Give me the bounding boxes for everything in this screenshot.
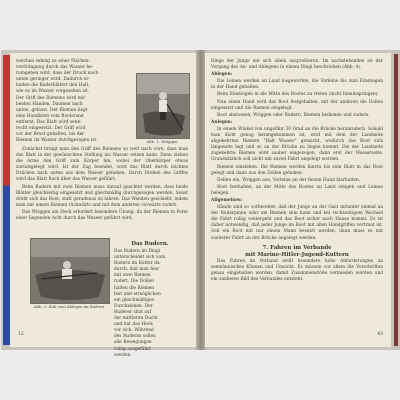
text-line: Das Rudern im Dingi: [114, 249, 161, 254]
photo-wriggen-caption: Abb. 1: Wriggen: [146, 139, 178, 144]
photo-rowing-dingi: [30, 238, 110, 304]
right-column-text: [211, 59, 383, 284]
ablegen-list: [211, 79, 383, 119]
anlegen-title: Anlegen:: [211, 119, 233, 125]
text-line: Der Griff des Riemens wird mit: [16, 95, 86, 101]
text-line: der mittleren Ducht: [114, 316, 158, 322]
text-line: unterscheidet sich vom: [114, 255, 166, 261]
left-page: [10, 53, 197, 358]
text-line: eine Handbreit vom Bootsrand: [16, 113, 84, 119]
rudern-text: [114, 249, 190, 359]
text-line: ruhig ausgeführt: [114, 346, 152, 352]
photo-wriggen: [136, 73, 190, 139]
anlegen-step: Boot festhalten, an der Mitte des Bootes an Land steigen und Leinen belegen.: [211, 184, 383, 196]
anlegen-text: In einem Winkel von ungefähr 30 Grad an die Brücke heranrudern. Sobald man dicht genug herangekommen ist, wird mit dem der Landseite abgekehrten Riemen "Halt Wasser" gemacht, wodurch das Boot sich längsseits legt und so an der Brücke zu liegen kommt. Die der Landseite zugekehrte Riemen wird sauber eingezogen, dann erst der Wasserseite. Grundsätzlich soll nicht mit zuviel Fahrt angelegt werden.: [211, 126, 383, 163]
text-line: entfernt. Das Blatt wird senk-: [16, 119, 82, 125]
section-title-rudern: Das Rudern.: [131, 241, 169, 247]
text-line: welchen sehnig zu einer Flächen-: [16, 59, 90, 64]
text-line: ein gleichmäßiges: [114, 297, 154, 303]
text-line: Riemen im Wasser durchgezogen ist.: [16, 138, 98, 144]
photo-rowing-caption: Abb. 2: Kuh vom Ablegen im Rudern: [33, 304, 105, 309]
text-line: halten die Riemen: [114, 285, 155, 291]
anlegen-list: [211, 165, 383, 197]
ablegen-title: Ablegen:: [211, 72, 233, 78]
text-line: vor der Brust gehalten, bis der: [16, 132, 85, 138]
text-line: rudert. Die Dollen: [114, 279, 154, 285]
text-line: des Ruderns sollen: [114, 334, 156, 340]
text-line: beiden Händen, Daumen nach: [16, 101, 83, 107]
ablegen-step: Die Leinen werden an Land losgeworfen, die Vorleine bis zum Einsteigen in der Hand gehalten.: [211, 79, 383, 91]
photo-wriggen-image: [137, 74, 189, 138]
page-number-right: 43: [377, 332, 383, 337]
text-line: werden.: [114, 352, 132, 358]
text-line: halten die Ruderblätter den Halt,: [16, 83, 90, 89]
text-line: mit zwei Riemen: [114, 273, 151, 279]
left-full-width-text: [16, 147, 188, 223]
text-line: verdrängung durch das Wasser he-: [16, 65, 94, 71]
text-line: durch, daß man hier: [114, 267, 160, 273]
left-column-text: [16, 59, 130, 144]
paragraph: Zunächst bringt man den Griff des Riemens so weit nach vorn, dass man das Blatt in der gewünschten Stellung ins Wasser setzen kann. Dann ziehen die Arme den Griff zum Körper hin, wobei der Oberkörper etwas zurückgelegt wird. Ist der Zug beendet, wird das Blatt durch leichtes Drücken nach unten aus dem Wasser gehoben. Durch Drehen des Griffes wird das Blatt flach über das Wasser geführt.: [16, 147, 188, 183]
text-line: und hat das Heck: [114, 322, 153, 328]
text-line: Ruderer sitzt auf: [114, 309, 152, 315]
anlegen-step: Riemen einziehen. Die Riemen werden hierzu bis zum Blatt in das Boot gelegt und dann aus den Dollen gehoben.: [211, 164, 383, 176]
text-line: unten geringer wird. Dadurch er-: [16, 77, 90, 83]
text-line: unten, gefasst. Der Riemen liegt: [16, 107, 88, 113]
text-line: Durchziehen. Der: [114, 303, 153, 309]
anlegen-step: Dollen ein, Wriggen aus, Vorleine an der festen Hand klarhalten.: [217, 177, 361, 183]
left-col1-lines: [16, 59, 130, 144]
ablegen-step: Nun einen Hand wird das Boot festgehalten, mit der anderen die Dollen eingesetzt und die Riemen eingelegt.: [211, 99, 383, 111]
page-number-left: 12: [18, 332, 24, 337]
section7-subtitle: mit Marine-Hitler-Jugend-Kuttern: [245, 251, 349, 258]
text-line: vor sich. Während: [114, 328, 154, 334]
text-line: recht eingesetzt. Der Griff wird: [16, 126, 86, 132]
ablegen-step: Boot abstossen, Wriggen oder Rudern, Riemen bedienen und rudern.: [217, 112, 370, 118]
book-cover-edge-right: [394, 54, 398, 346]
paragraph: Das Wriggen am Heck erfordert besondere Übung, da der Riemen in Form einer liegenden Acht durch das Wasser geführt wird.: [16, 209, 188, 222]
allgemeines-title: Allgemeines:: [211, 197, 243, 203]
text-line: rumgeben wird, dass der Druck nach: [16, 71, 99, 77]
text-line: alle Bewegungen: [114, 340, 152, 346]
ablegen-step: Beim Einsteigen in die Mitte des Bootes zu treten (nicht hineinspringen).: [217, 92, 379, 98]
text-line: Rudern im Kutter da-: [114, 261, 161, 267]
paragraph: Beim Rudern mit zwei Riemen muss darauf geachtet werden, dass beide Blätter gleichzeitig eingesetzt und gleichmäßig durchgezogen werden. Sonst dreht sich das Boot, statt geradeaus zu fahren. Das Wenden geschieht, indem man mit einem Riemen rückwärts und mit dem anderen vorwärts rudert.: [16, 184, 188, 208]
right-page: [205, 53, 391, 347]
section7-title: 7. Fahren im Verbande: [262, 244, 332, 251]
text-line: wie es im Wasser vorgesehen ist.: [16, 89, 90, 95]
section7-text: Das Fahren im Verband stellt besondere hohe Anforderungen an seemännisches Können und Umsicht. Es müssen vor allem die Vorschriften genau eingehalten werden, damit Zusammenstöße vermieden werden und ein sauberes Bild des Verbandes entsteht.: [211, 258, 383, 282]
allgemeines-text: Hände sind so vorbereitet, daß der Junge an der Gast mitunter einmal an der Ruderpinne oder am Riemen sein kann und bei rechtzeitigem Wechsel die Fahrt ruhig weitergeht und das Boot sicher nach Hause kommt. Es ist daher notwendig, daß jeder Junge im Boot mit allen Handgriffen vertraut ist. Soll ein Boot mit nur einem Mann besetzt werden, dann muss es mit sauberer Fahrt an der Brücke angelegt werden.: [211, 205, 383, 241]
photo-rowing-image: [31, 239, 109, 303]
intro-text: Dinge der Junge mit sich allein ausprobieren. Im nachstehenden ist der Vorgang des An- und Ablegens in einem Dingi beschrieben (Abb. 4).: [211, 59, 383, 71]
text-line: fest und ermöglichen: [114, 291, 161, 297]
